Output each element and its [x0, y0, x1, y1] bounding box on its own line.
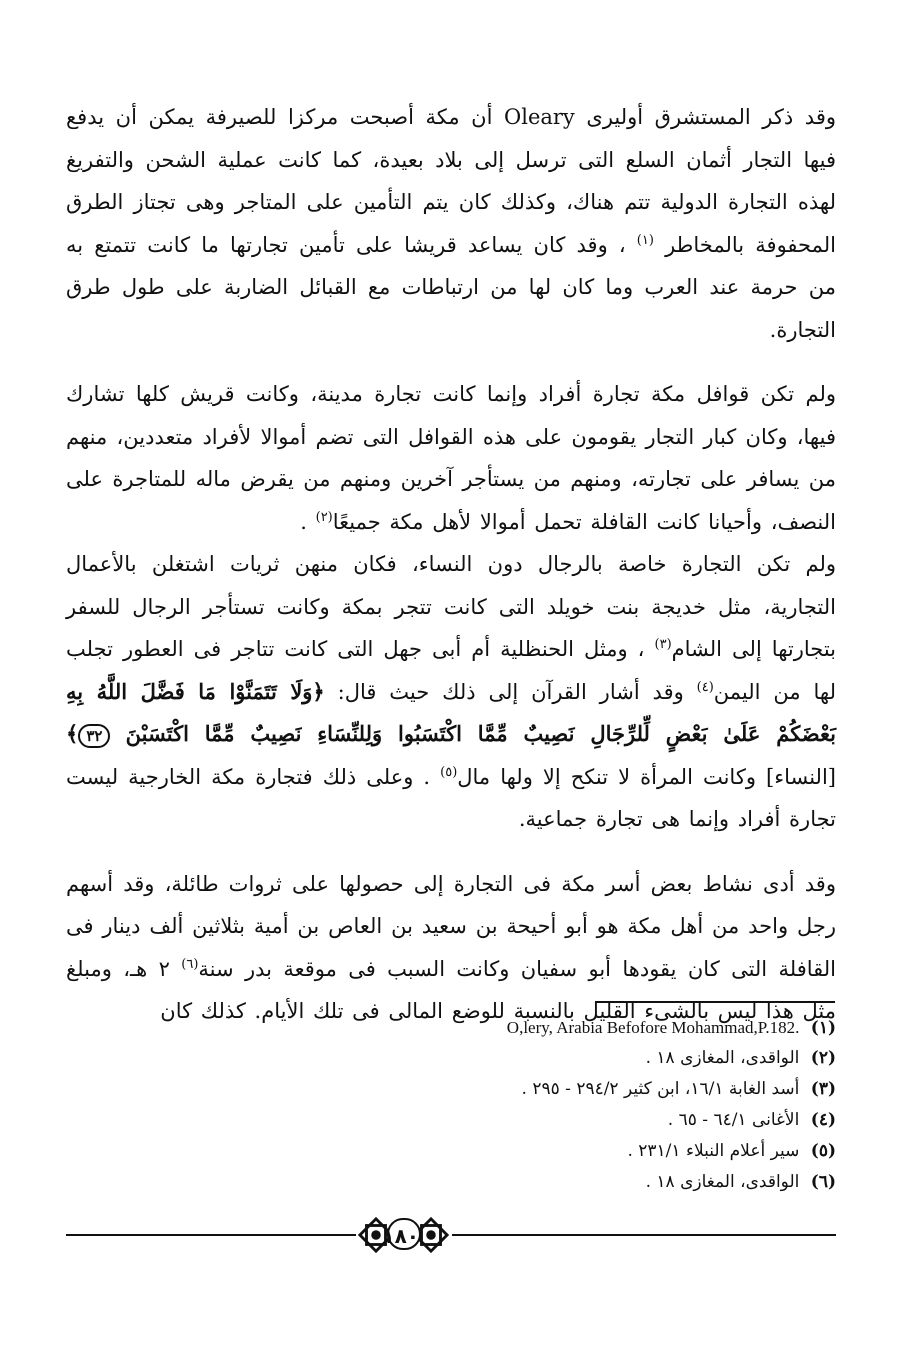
footnote-item — [300, 1167, 836, 1198]
footnote-text: الواقدى، المغازى ١٨ . — [645, 1172, 800, 1192]
bottom-rule-left — [66, 1234, 356, 1236]
quran-verse: ﴿وَلَا تَتَمَنَّوْا مَا فَضَّلَ اللَّهُ بِهِ بَعْضَكُمْ عَلَىٰ بَعْضٍ لِّلرِّجَالِ نَصِيبٌ مِّمَّا اكْتَسَبُوا وَلِلنِّسَاءِ نَصِيبٌ مِّمَّا اكْتَسَبْنَ — [66, 678, 836, 746]
paragraph-3-text-a: ولم تكن التجارة خاصة بالرجال دون النساء، فكان منهن ثريات اشتغلن بالأعمال التجارية، مثل خديجة بنت خويلد التى كانت تتجر بمكة وكانت تستأجر الرجال للسفر بتجارتها إلى الشام — [66, 552, 837, 661]
paragraph-3 — [66, 543, 836, 841]
footnote-item — [300, 1012, 836, 1043]
page-number: ١٨٠ — [387, 1218, 421, 1250]
paragraph-2-text-a: ولم تكن قوافل مكة تجارة أفراد وإنما كانت تجارة مدينة، وكانت قريش كلها تشارك فيها، وكان كبار التجار يقومون على هذه القوافل التى تضم أموالا لأفراد متعددين، منهم من يسافر على تجارته، ومنهم من يستأجر آخرين ومنهم من يقرض ماله للمتاجرة على النصف، وأحيانا كانت القافلة تحمل أموالا لأهل مكة جميعًا — [66, 382, 836, 534]
footnote-separator — [595, 1001, 835, 1003]
paragraph-2 — [66, 373, 836, 543]
footnote-ref-4: (٤) — [696, 679, 714, 695]
paragraph-4-text-a: وقد أدى نشاط بعض أسر مكة فى التجارة إلى حصولها على ثروات طائلة، وقد أسهم رجل واحد من أهل مكة هو أبو أحيحة بن سعيد بن العاص بن أمية بثلاثين ألف دينار فى القافلة التى كان يقودها أبو سفيان وكانت السبب فى موقعة بدر سنة — [66, 871, 837, 981]
paragraph-1-text-b: ، وقد كان يساعد قريشا على تأمين تجارتها ما كانت تتمتع به من حرمة عند العرب وما كان لها من ارتباطات مع القبائل الضاربة على طول طرق التجارة. — [66, 232, 836, 342]
footnote-ref-5: (٥) — [440, 764, 458, 780]
footnote-item — [300, 1043, 836, 1074]
footnote-number: (١) — [810, 1018, 836, 1038]
paragraph-1 — [66, 96, 836, 351]
paragraph-4 — [66, 863, 836, 1033]
paragraph-1-text-a: وقد ذكر المستشرق أوليرى Oleary أن مكة أصبحت مركزا للصيرفة يمكن أن يدفع فيها التجار أثمان السلع التى ترسل إلى بلاد بعيدة، كما كانت عملية الشحن والتفريغ لهذه التجارة الدولية تتم هناك، وكذلك كان يتم التأمين على المتاجر وهى تجتاز الطرق المحفوفة بالمخاطر — [66, 105, 837, 257]
paragraph-3-text-d: وكانت المرأة لا تنكح إلا ولها مال — [457, 764, 756, 789]
footnote-item — [300, 1074, 836, 1105]
footnote-item — [300, 1105, 836, 1136]
footnote-text: أسد الغابة ١٦/١، ابن كثير ٢٩٤/٢ - ٢٩٥ . — [521, 1079, 800, 1099]
paragraph-3-text-b: ، ومثل الحنظلية أم أبى جهل التى كانت تتاجر فى العطور تجلب لها من اليمن — [66, 637, 836, 704]
paragraph-2-text-b: . — [300, 509, 307, 534]
footnote-ref-3: (٣) — [654, 637, 672, 652]
page-body — [66, 96, 836, 1033]
footnote-text: O,lery, Arabia Befofore Mohammad,P.182. — [506, 1018, 800, 1037]
paragraph-3-text-c: وقد أشار القرآن إلى ذلك حيث قال: — [337, 679, 684, 704]
footnote-number: (٤) — [810, 1110, 836, 1130]
ayah-number-marker: ٣٢ — [78, 724, 110, 748]
paragraph-3-text-e: . وعلى ذلك فتجارة مكة الخارجية ليست تجارة أفراد وإنما هى تجارة جماعية. — [66, 764, 836, 831]
footnote-number: (٥) — [810, 1141, 836, 1161]
footnote-text: الأغانى ٦٤/١ - ٦٥ . — [667, 1110, 800, 1130]
footnote-ref-1: (١) — [636, 232, 654, 248]
footnotes-list — [300, 1012, 836, 1198]
footnote-text: سير أعلام النبلاء ٢٣١/١ . — [627, 1141, 800, 1161]
surah-name: [النساء] — [766, 764, 836, 789]
footnote-number: (٣) — [810, 1079, 836, 1099]
footnote-number: (٦) — [810, 1172, 836, 1192]
quran-verse-close: ﴾ — [66, 721, 79, 746]
footnote-ref-6: (٦) — [181, 956, 199, 972]
footnote-item — [300, 1136, 836, 1167]
footnote-text: الواقدى، المغازى ١٨ . — [645, 1048, 800, 1068]
footnote-ref-2: (٢) — [315, 509, 333, 525]
paragraph-4-text-b: ٢ هـ، ومبلغ مثل هذا ليس بالشىء القليل بالنسبة للوضع المالى فى تلك الأيام. كذلك كان — [66, 956, 836, 1023]
bottom-rule-right — [452, 1234, 836, 1236]
footnote-number: (٢) — [810, 1048, 836, 1068]
